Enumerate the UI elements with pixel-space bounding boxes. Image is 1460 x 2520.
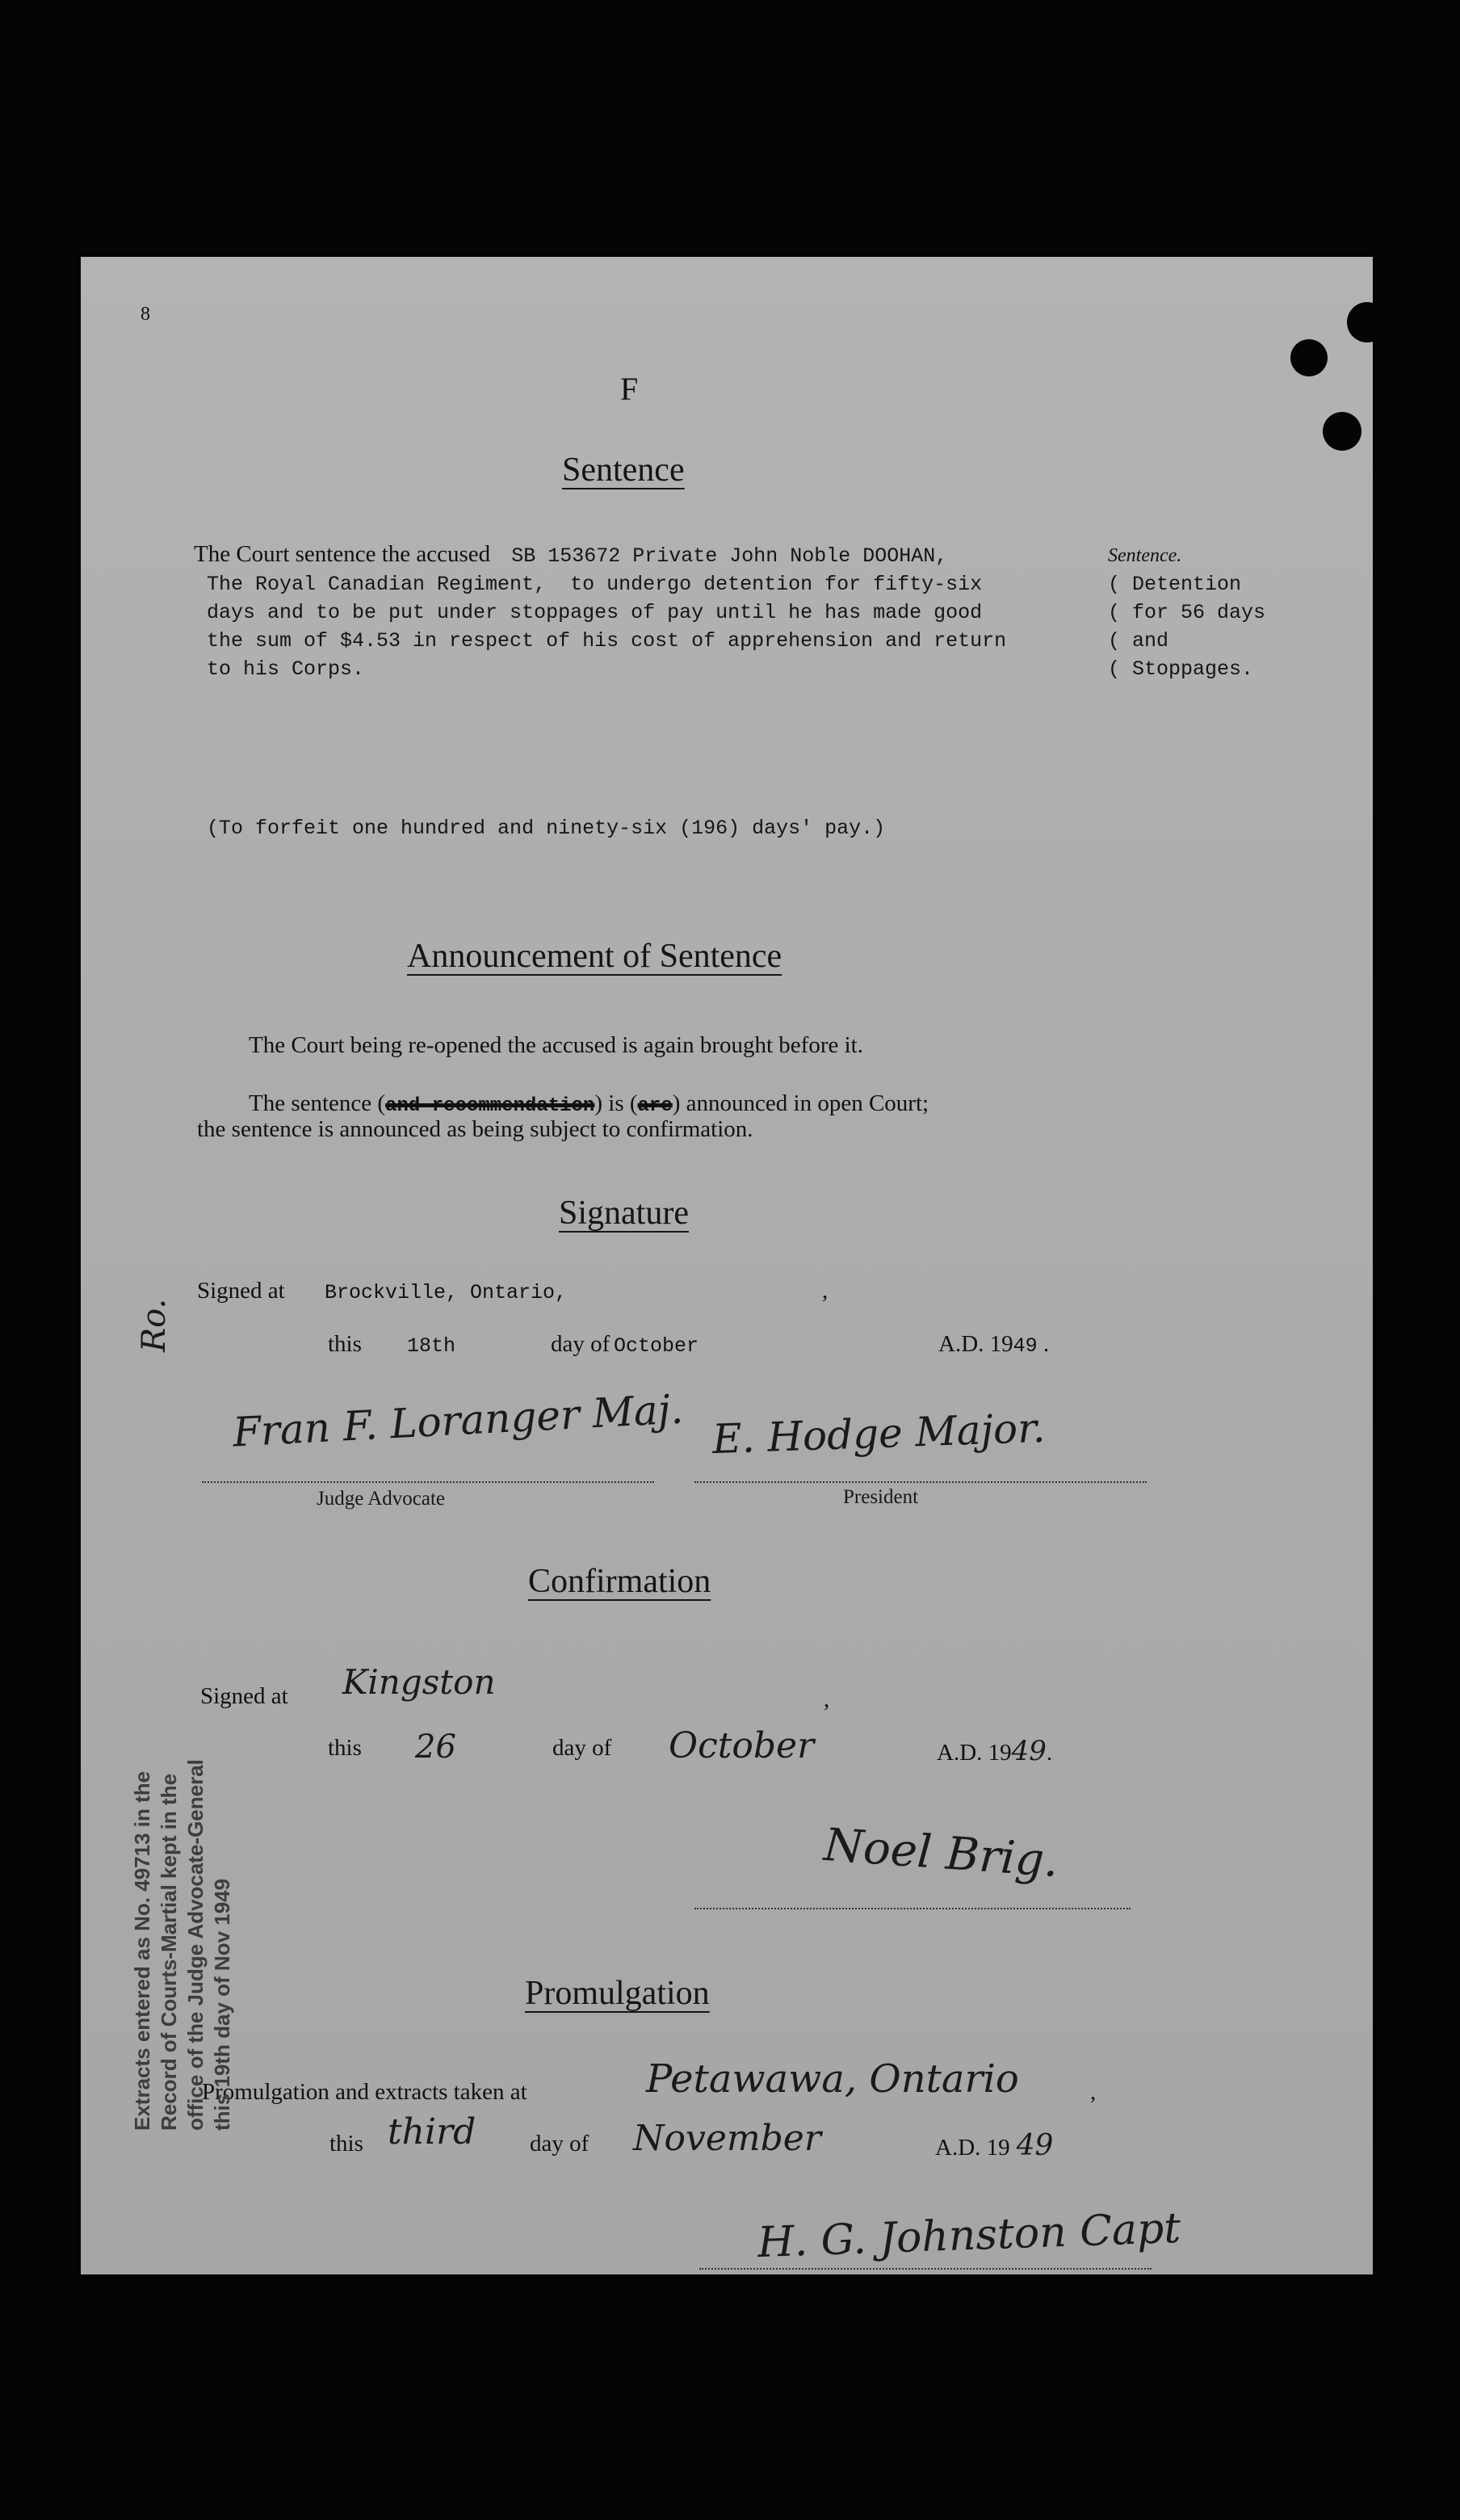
sentence-lead: The Court sentence the accused bbox=[194, 541, 491, 567]
promulgation-day: third bbox=[388, 2111, 476, 2152]
signature-year: 49 bbox=[1013, 1334, 1038, 1358]
confirmation-month: October bbox=[669, 1725, 815, 1766]
punch-hole bbox=[1290, 339, 1328, 376]
president-label: President bbox=[843, 1486, 919, 1508]
sentence-line: to his Corps. bbox=[207, 657, 365, 681]
sentence-line: SB 153672 Private John Noble DOOHAN, bbox=[511, 544, 948, 568]
confirmation-day: 26 bbox=[415, 1728, 456, 1766]
promulgation-year: 49 bbox=[1016, 2129, 1054, 2162]
stamp-initials: Ro. bbox=[136, 1298, 173, 1352]
announcement-line-1: The Court being re-opened the accused is again brought before it. bbox=[249, 1032, 863, 1058]
day-of-label: day of bbox=[530, 2131, 589, 2157]
this-label: this bbox=[328, 1331, 362, 1357]
sentence-line: The Royal Canadian Regiment, to undergo detention for fifty-six bbox=[207, 573, 983, 596]
announcement-rest: announced in open Court; bbox=[686, 1090, 929, 1116]
judge-advocate-label: Judge Advocate bbox=[317, 1488, 445, 1510]
margin-line: ( Stoppages. bbox=[1108, 657, 1254, 681]
stamp-line: office of the Judge Advocate-General bbox=[183, 1759, 208, 2131]
margin-line: ( and bbox=[1108, 629, 1169, 653]
comma-mark: , bbox=[1090, 2079, 1097, 2105]
president-signature: E. Hodge Major. bbox=[711, 1404, 1047, 1464]
sentence-body bbox=[194, 541, 1163, 683]
margin-title: Sentence. bbox=[1108, 545, 1182, 566]
page-number: 8 bbox=[141, 304, 150, 325]
day-of-label: day of bbox=[552, 1735, 612, 1761]
sentence-margin-note bbox=[1108, 541, 1366, 683]
stamp-line: Extracts entered as No. 49713 in the bbox=[130, 1770, 154, 2131]
signed-at-label: Signed at bbox=[200, 1683, 288, 1709]
stamp-line: this 19th day of Nov 1949 bbox=[210, 1878, 234, 2131]
margin-line: ( for 56 days bbox=[1108, 601, 1266, 624]
promulgation-heading: Promulgation bbox=[525, 1975, 710, 2012]
promulgation-date-ad bbox=[935, 2129, 1053, 2162]
this-label: this bbox=[329, 2131, 363, 2157]
this-label: this bbox=[328, 1735, 362, 1761]
comma-mark: , bbox=[824, 1686, 830, 1712]
stamp-line: Record of Courts-Martial kept in the bbox=[157, 1773, 181, 2131]
signature-day: 18th bbox=[407, 1334, 456, 1358]
judge-advocate-signature: Fran F. Loranger Maj. bbox=[231, 1385, 685, 1456]
announcement-heading: Announcement of Sentence bbox=[407, 938, 782, 975]
comma-mark: , bbox=[822, 1278, 829, 1304]
promulgation-lead: Promulgation and extracts taken at bbox=[202, 2079, 527, 2105]
signed-at-label: Signed at bbox=[197, 1278, 285, 1304]
sentence-line: the sum of $4.53 in respect of his cost of apprehension and return bbox=[207, 629, 1007, 653]
signature-place: Brockville, Ontario, bbox=[325, 1281, 568, 1304]
confirmation-year: 49 bbox=[1011, 1735, 1047, 1767]
president-signature-line bbox=[694, 1481, 1147, 1483]
confirmation-signature-line bbox=[694, 1908, 1131, 1909]
margin-line: ( Detention bbox=[1108, 573, 1242, 596]
ad-label: A.D. 19 bbox=[938, 1331, 1013, 1357]
judge-signature-line bbox=[202, 1481, 654, 1483]
promulgation-signature-line bbox=[699, 2268, 1152, 2270]
forfeit-note: (To forfeit one hundred and ninety-six (196) days' pay.) bbox=[207, 817, 886, 840]
punch-hole bbox=[1347, 302, 1373, 342]
punch-hole bbox=[1323, 412, 1361, 451]
section-letter: F bbox=[620, 371, 639, 407]
announcement-line-2: The sentence (and recommendation) is (are) announced in open Court; bbox=[249, 1090, 929, 1117]
confirmation-signature: Noel Brig. bbox=[822, 1818, 1060, 1888]
struck-out-text: and recommendation bbox=[385, 1095, 595, 1117]
registry-stamp bbox=[129, 1711, 236, 2131]
confirmation-heading: Confirmation bbox=[528, 1563, 711, 1600]
sentence-heading: Sentence bbox=[562, 452, 685, 489]
signature-heading: Signature bbox=[559, 1195, 689, 1232]
ad-label: A.D. 19 bbox=[937, 1740, 1012, 1766]
promulgation-place: Petawawa, Ontario bbox=[646, 2056, 1019, 2102]
promulgation-signature: H. G. Johnston Capt bbox=[757, 2203, 1182, 2268]
announcement-sentence-label: The sentence bbox=[249, 1090, 372, 1116]
document-page bbox=[81, 257, 1373, 2274]
day-of-label: day of bbox=[551, 1331, 610, 1357]
ad-label: A.D. 19 bbox=[935, 2135, 1010, 2161]
confirmation-place: Kingston bbox=[342, 1662, 496, 1702]
signature-month: October bbox=[614, 1334, 699, 1358]
confirmation-date-ad: A.D. 1949. bbox=[937, 1735, 1053, 1767]
promulgation-month: November bbox=[633, 2118, 821, 2159]
announcement-line-3: the sentence is announced as being subject to confirmation. bbox=[197, 1116, 753, 1142]
struck-out-text: are bbox=[637, 1095, 673, 1117]
announcement-is: is bbox=[608, 1090, 624, 1116]
sentence-line: days and to be put under stoppages of pay until he has made good bbox=[207, 601, 983, 624]
signature-date-ad: A.D. 1949 . bbox=[938, 1331, 1050, 1358]
